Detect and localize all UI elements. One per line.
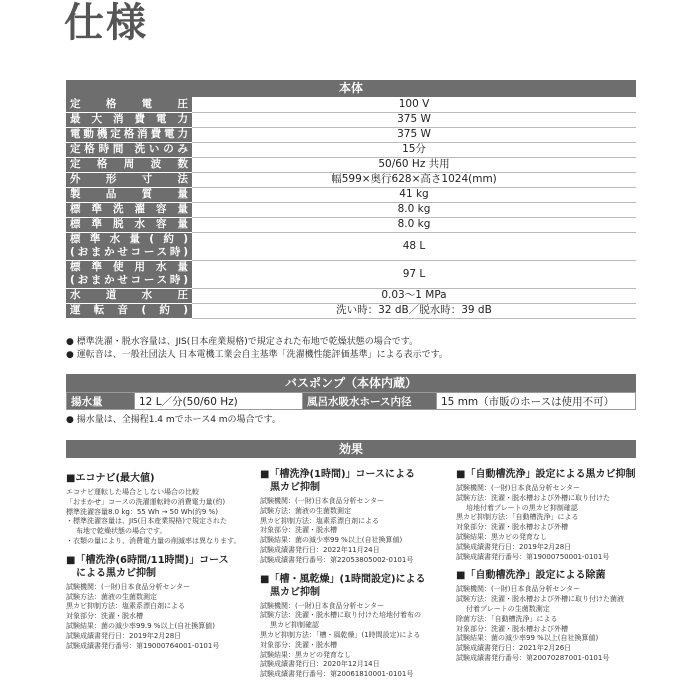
spec-value: 8.0 kg bbox=[192, 202, 636, 217]
spec-label-text: 定格周波数 bbox=[70, 158, 188, 170]
spec-value: 8.0 kg bbox=[192, 217, 636, 232]
pump-note bbox=[66, 414, 281, 427]
spec-value: 幅599×奥行628×高さ1024(mm) bbox=[192, 172, 636, 187]
effect-heading: ■エコナビ(最大値) bbox=[66, 473, 155, 484]
effect-heading: ■「自動槽洗浄」設定による黒カビ抑制 bbox=[456, 469, 636, 480]
spec-label bbox=[66, 202, 192, 217]
effect-line: 黒カビ抑制方法：塩素系漂白剤による bbox=[66, 602, 185, 611]
effect-line: 試験成績書発行番号：第22053805002-0101号 bbox=[260, 555, 414, 564]
effect-line: 試験成績書発行番号：第19000764001-0101号 bbox=[66, 641, 220, 650]
effect-line: 付着プレートの生菌数測定 bbox=[466, 604, 550, 613]
effect-line: 試験成績書発行番号：第20070287001-0101号 bbox=[456, 653, 610, 662]
spec-row bbox=[66, 202, 636, 217]
effect-line: 対象部分：洗濯・脱水槽および外槽 bbox=[456, 523, 568, 532]
effect-line: 黒カビ抑制方法：「槽・風乾燥」(1時間設定)による bbox=[260, 630, 421, 639]
pump-label-flow: 揚水量 bbox=[67, 393, 135, 410]
spec-label bbox=[66, 217, 192, 232]
effect-line: 布地で乾燥状態の場合です。 bbox=[76, 527, 167, 536]
effect-line: 試験成績書発行日：2019年2月28日 bbox=[456, 542, 572, 551]
effect-heading: 黒カビ抑制 bbox=[270, 482, 320, 493]
spec-row bbox=[66, 112, 636, 127]
spec-row bbox=[66, 172, 636, 187]
effect-line: 試験方法：菌液の生菌数測定 bbox=[260, 506, 351, 515]
effect-line: 試験機関：(一財)日本食品分析センター bbox=[456, 585, 581, 594]
spec-label-text: 標準水量(約) bbox=[70, 233, 188, 245]
effect-line: 試験機関：(一財)日本食品分析センター bbox=[260, 601, 385, 610]
effect-heading: ■「槽洗浄(6時間/11時間)」コース bbox=[66, 554, 229, 566]
effect-line: 対象部分：洗濯・脱水槽および外槽 bbox=[456, 624, 568, 633]
effect-line: 試験方法：洗濯・脱水槽に取り付けた培地付着布の bbox=[260, 611, 421, 620]
note-line: ● 運転音は、一般社団法人 日本電機工業会自主基準「洗濯機性能評価基準」による表示です。 bbox=[66, 350, 448, 360]
effect-line: 試験成績書発行番号：第19000750001-0101号 bbox=[456, 552, 610, 561]
spec-label-text: 運転音(約) bbox=[70, 304, 188, 316]
effect-line: 試験成績書発行日：2021年2月26日 bbox=[456, 644, 572, 653]
spec-table bbox=[66, 97, 636, 319]
spec-row bbox=[66, 127, 636, 142]
spec-value: 50/60 Hz 共用 bbox=[192, 157, 636, 172]
effect-line: 試験方法：菌液の生菌数測定 bbox=[66, 592, 157, 601]
spec-row bbox=[66, 288, 636, 303]
effect-line: 「おまかせ」コースの洗濯運転時の消費電力量(約) bbox=[66, 497, 226, 506]
effect-line: 試験成績書発行日：2019年2月28日 bbox=[66, 631, 182, 640]
effect-column-2 bbox=[260, 468, 450, 680]
effect-column-1 bbox=[66, 472, 256, 651]
pump-table bbox=[66, 392, 636, 410]
effect-line: 試験方法：洗濯・脱水槽および外槽に取り付けた bbox=[456, 493, 610, 502]
effect-line: 培地付着プレートの黒カビ抑制確認 bbox=[466, 503, 578, 512]
effect-line: 黒カビ抑制確認 bbox=[270, 621, 319, 630]
pump-section-header: バスポンプ（本体内蔵） bbox=[66, 374, 636, 392]
spec-row bbox=[66, 303, 636, 318]
effect-heading: ■「槽・風乾燥」(1時間設定)による bbox=[260, 573, 426, 585]
spec-row bbox=[66, 217, 636, 232]
effect-line: エコナビ運転した場合としない場合の比較 bbox=[66, 488, 199, 496]
spec-label-text: 最大消費電力 bbox=[70, 113, 188, 125]
effect-line: 試験機関：(一財)日本食品分析センター bbox=[260, 497, 385, 505]
spec-label bbox=[66, 97, 192, 112]
spec-label bbox=[66, 260, 192, 288]
page-title: 仕様 bbox=[64, 0, 148, 46]
effect-line: 黒カビ抑制方法：塩素系漂白剤による bbox=[260, 516, 379, 525]
effect-line: 試験結果：菌の減少率99.9 %以上(自社換算値) bbox=[66, 621, 215, 630]
effect-heading: による黒カビ抑制 bbox=[76, 567, 156, 579]
spec-row bbox=[66, 187, 636, 202]
spec-label-text: 外形寸法 bbox=[70, 173, 188, 185]
effect-line: ・標準洗濯容量は、JIS(日本産業規格)で規定された bbox=[66, 517, 228, 526]
spec-value: 97 L bbox=[192, 260, 636, 288]
spec-row bbox=[66, 232, 636, 260]
effect-heading: 黒カビ抑制 bbox=[270, 586, 320, 598]
effect-line: 試験結果：黒カビの発育なし bbox=[260, 650, 351, 659]
spec-label-text: 水道水圧 bbox=[70, 289, 188, 301]
spec-label-text: 標準使用水量 bbox=[70, 261, 188, 273]
spec-value: 15分 bbox=[192, 142, 636, 157]
pump-row bbox=[67, 393, 636, 410]
effect-line: 対象部分：洗濯・脱水槽 bbox=[260, 640, 337, 649]
spec-label bbox=[66, 187, 192, 202]
effect-line: 試験成績書発行番号：第20061810001-0101号 bbox=[260, 670, 414, 679]
main-section-header: 本体 bbox=[66, 80, 636, 97]
effect-line: ・衣類の量により、消費電力量の削減率は異なります。 bbox=[66, 536, 241, 545]
effect-line: 試験結果：菌の減少率99 %以上(自社換算値) bbox=[260, 536, 403, 545]
spec-value: 0.03〜1 MPa bbox=[192, 288, 636, 303]
spec-label bbox=[66, 232, 192, 260]
spec-row bbox=[66, 142, 636, 157]
note-line: ● 揚水量は、全揚程1.4 mでホース4 mの場合です。 bbox=[66, 415, 281, 425]
effect-line: 試験結果：黒カビの発育なし bbox=[456, 532, 547, 541]
spec-row bbox=[66, 260, 636, 288]
spec-value: 洗い時：32 dB／脱水時：39 dB bbox=[192, 303, 636, 318]
effect-line: 標準洗濯容量8.0 kg：55 Wh → 50 Wh(約9 %) bbox=[66, 507, 218, 516]
spec-label-text: 定格時間 洗いのみ bbox=[70, 143, 188, 155]
effect-section-header: 効果 bbox=[66, 440, 636, 458]
pump-value-hose: 15 mm（市販のホースは使用不可） bbox=[437, 393, 636, 410]
effect-line: 試験方法：洗濯・脱水槽および外槽に取り付けた菌液 bbox=[456, 595, 624, 604]
spec-label-text: 製品質量 bbox=[70, 188, 188, 200]
spec-value: 375 W bbox=[192, 127, 636, 142]
effect-heading: ■「自動槽洗浄」設定による除菌 bbox=[456, 570, 606, 582]
spec-label-text: 標準脱水容量 bbox=[70, 218, 188, 230]
spec-row bbox=[66, 97, 636, 112]
effect-line: 黒カビ抑制方法：「自動槽洗浄」による bbox=[456, 513, 579, 522]
effect-line: 試験機関：(一財)日本食品分析センター bbox=[66, 582, 191, 591]
effect-line: 除菌方法：「自動槽洗浄」による bbox=[456, 614, 558, 623]
spec-label-text: 定格電圧 bbox=[70, 97, 188, 110]
effect-column-3 bbox=[456, 468, 646, 664]
spec-label bbox=[66, 288, 192, 303]
effect-line: 試験機関：(一財)日本食品分析センター bbox=[456, 484, 581, 492]
spec-label bbox=[66, 112, 192, 127]
effect-line: 対象部分：洗濯・脱水槽 bbox=[66, 612, 143, 621]
pump-value-flow: 12 L／分(50/60 Hz) bbox=[135, 393, 303, 410]
note-line: ● 標準洗濯・脱水容量は、JIS(日本産業規格)で規定された布地で乾燥状態の場合です。 bbox=[66, 337, 419, 347]
spec-value: 41 kg bbox=[192, 187, 636, 202]
spec-label bbox=[66, 172, 192, 187]
spec-value: 100 V bbox=[192, 97, 636, 112]
spec-label bbox=[66, 142, 192, 157]
spec-notes bbox=[66, 336, 646, 362]
spec-row bbox=[66, 157, 636, 172]
pump-label-hose: 風呂水吸水ホース内径 bbox=[303, 393, 437, 410]
spec-label bbox=[66, 127, 192, 142]
effect-line: 対象部分：洗濯・脱水槽 bbox=[260, 526, 337, 535]
spec-label-text: 標準洗濯容量 bbox=[70, 203, 188, 215]
spec-value: 48 L bbox=[192, 232, 636, 260]
effect-line: 試験成績書発行日：2020年12月14日 bbox=[260, 660, 380, 669]
effect-line: 試験成績書発行日：2022年11月24日 bbox=[260, 545, 380, 554]
spec-label bbox=[66, 157, 192, 172]
effect-line: 試験結果：菌の減少率99 %以上(自社換算値) bbox=[456, 634, 599, 643]
spec-label-text: 電動機定格消費電力 bbox=[70, 128, 188, 140]
spec-label-subtext: (おまかせコース時) bbox=[70, 246, 188, 258]
effect-heading: ■「槽洗浄(1時間)」コースによる bbox=[260, 469, 416, 480]
spec-label bbox=[66, 303, 192, 318]
spec-label-subtext: (おまかせコース時) bbox=[70, 274, 188, 286]
spec-value: 375 W bbox=[192, 112, 636, 127]
